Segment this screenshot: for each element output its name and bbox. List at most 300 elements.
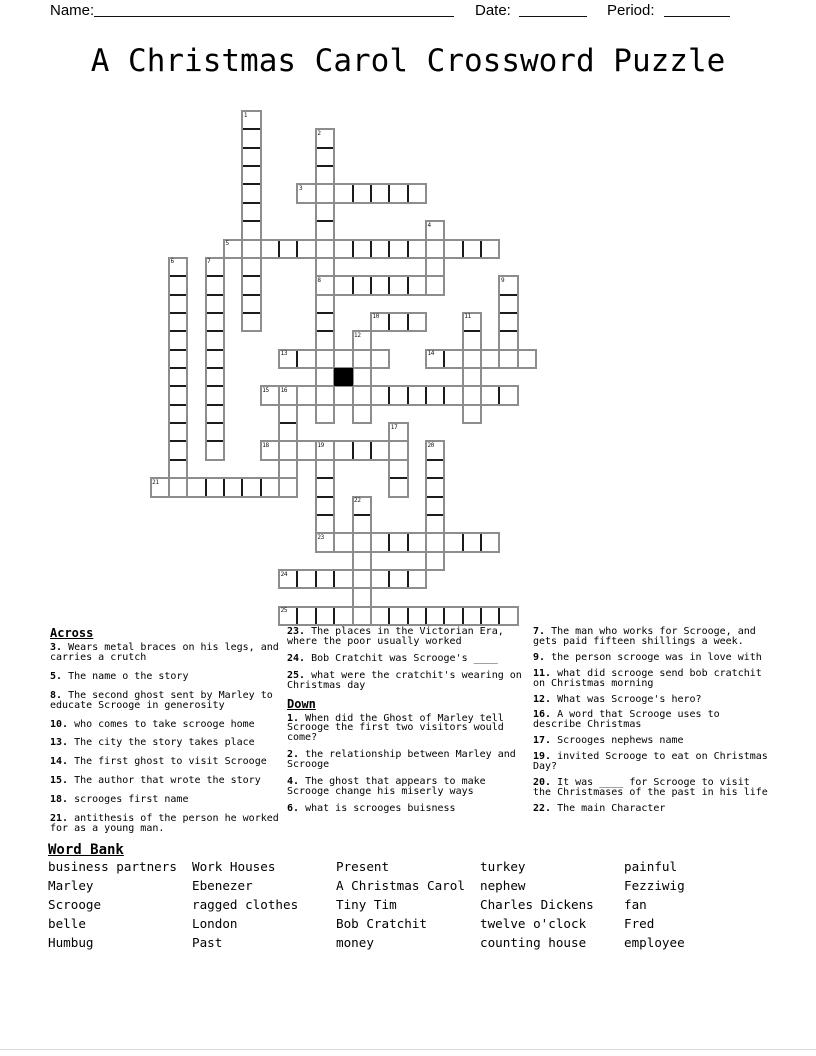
grid-cell [426, 221, 444, 239]
cell-number: 16 [280, 386, 288, 394]
clue: 21. antithesis of the person he worked for as a young man. [50, 813, 279, 834]
grid-cell [242, 184, 260, 202]
grid-cell [316, 203, 334, 221]
grid-cell [353, 368, 371, 386]
grid-cell [408, 184, 426, 202]
grid-cell [169, 258, 187, 276]
grid-cell [169, 350, 187, 368]
grid-cell [279, 405, 297, 423]
cell-number: 22 [354, 497, 361, 505]
clue-number: 13. [50, 737, 69, 749]
grid-cell [389, 607, 407, 625]
grid-cell [371, 276, 389, 294]
grid-cell [316, 570, 334, 588]
down-heading: Down [287, 696, 316, 711]
grid-cell [389, 386, 407, 404]
clues-column-middle [287, 627, 531, 821]
clue-number: 14. [50, 756, 69, 768]
word-bank-item: Present [336, 859, 390, 874]
cell-number: 19 [317, 441, 324, 449]
grid-cell [481, 350, 499, 368]
grid-cell [353, 441, 371, 459]
grid-cell [426, 533, 444, 551]
grid-cell [224, 478, 242, 496]
clue: 16. A word that Scrooge uses to describe Christmas [533, 709, 720, 731]
grid-cell [316, 295, 334, 313]
grid-cell [463, 405, 481, 423]
clue: 3. Wears metal braces on his legs, and carries a crutch [50, 642, 279, 663]
grid-cell [499, 607, 517, 625]
grid-cell [371, 570, 389, 588]
word-bank-item: money [336, 935, 374, 950]
word-bank-item: nephew [480, 878, 526, 893]
clue-number: 7. [533, 626, 546, 637]
grid-cell [206, 478, 224, 496]
grid-cell [389, 423, 407, 441]
grid-cell [481, 607, 499, 625]
grid-cell [206, 258, 224, 276]
grid-cell [261, 441, 279, 459]
clue: 24. Bob Cratchit was Scrooge's ____ [287, 652, 498, 664]
grid-cell [261, 386, 279, 404]
grid-cell [297, 240, 315, 258]
grid-cell [316, 331, 334, 349]
grid-cell [389, 240, 407, 258]
date-label: Date: [475, 2, 511, 19]
grid-cell [169, 368, 187, 386]
grid-cell [353, 607, 371, 625]
grid-cell [408, 570, 426, 588]
word-bank-item: Tiny Tim [336, 897, 397, 912]
grid-cell [151, 478, 169, 496]
grid-cell [297, 184, 315, 202]
word-bank-item: Scrooge [48, 897, 102, 912]
grid-cell [261, 240, 279, 258]
word-bank-item: Bob Cratchit [336, 916, 427, 931]
grid-cell [242, 129, 260, 147]
grid-cell [316, 129, 334, 147]
grid-cell [316, 533, 334, 551]
grid-cell [242, 276, 260, 294]
grid-cell [334, 570, 352, 588]
clue: 9. the person scrooge was in love with [533, 651, 762, 663]
grid-cell [316, 166, 334, 184]
grid-cell [463, 331, 481, 349]
clue-number: 15. [50, 775, 69, 787]
grid-cell [242, 258, 260, 276]
grid-cell [279, 441, 297, 459]
grid-cell [206, 368, 224, 386]
cell-number: 12 [354, 331, 361, 339]
period-blank-line [664, 2, 730, 17]
clues-column-right [533, 627, 770, 820]
black-cell [334, 368, 352, 386]
grid-cell [353, 350, 371, 368]
word-bank-item: employee [624, 935, 685, 950]
grid-cell [481, 386, 499, 404]
name-label: Name: [50, 2, 95, 19]
grid-cell [316, 350, 334, 368]
cell-number: 2 [317, 129, 321, 137]
grid-cell [481, 240, 499, 258]
grid-cell [279, 460, 297, 478]
grid-cell [481, 533, 499, 551]
grid-cell [499, 386, 517, 404]
grid-cell [463, 386, 481, 404]
grid-cell [279, 570, 297, 588]
grid-cell [297, 570, 315, 588]
grid-cell [426, 515, 444, 533]
grid-cell [242, 166, 260, 184]
grid-cell [169, 423, 187, 441]
grid-cell [316, 405, 334, 423]
grid-cell [426, 607, 444, 625]
grid-cell [206, 313, 224, 331]
clue-number: 20. [533, 776, 552, 788]
grid-cell [169, 405, 187, 423]
grid-cell [499, 295, 517, 313]
clue-number: 24. [287, 652, 306, 664]
grid-cell [444, 240, 462, 258]
grid-cell [353, 405, 371, 423]
grid-cell [353, 184, 371, 202]
grid-cell [316, 258, 334, 276]
grid-cell [242, 240, 260, 258]
grid-cell [334, 276, 352, 294]
grid-cell [444, 533, 462, 551]
grid-cell [463, 240, 481, 258]
word-bank-item: belle [48, 916, 86, 931]
name-blank-line [94, 2, 454, 17]
grid-cell [371, 313, 389, 331]
clue-number: 4. [287, 776, 300, 788]
clue: 19. invited Scrooge to eat on Christmas Day? [533, 751, 768, 773]
grid-cell [279, 386, 297, 404]
grid-cell [261, 478, 279, 496]
grid-cell [169, 460, 187, 478]
grid-cell [242, 295, 260, 313]
clue-number: 12. [533, 693, 552, 705]
page-edge-line [0, 1049, 816, 1050]
grid-cell [371, 184, 389, 202]
clue: 5. The name o the story [50, 670, 189, 682]
grid-cell [316, 478, 334, 496]
clue-number: 5. [50, 670, 63, 682]
cell-number: 24 [280, 570, 288, 578]
clue: 25. what were the cratchit's wearing on Christmas day [287, 669, 522, 691]
grid-cell [408, 533, 426, 551]
grid-cell [334, 533, 352, 551]
period-label: Period: [607, 2, 655, 19]
grid-cell [353, 515, 371, 533]
grid-cell [353, 240, 371, 258]
cell-number: 5 [225, 240, 229, 248]
clue-number: 10. [50, 718, 69, 730]
grid-cell [463, 350, 481, 368]
grid-cell [408, 313, 426, 331]
grid-cell [463, 607, 481, 625]
cell-number: 13 [280, 350, 288, 358]
cell-number: 9 [500, 276, 505, 284]
grid-cell [499, 350, 517, 368]
grid-cell [206, 295, 224, 313]
grid-cell [499, 313, 517, 331]
word-bank-item: Work Houses [192, 859, 276, 874]
word-bank-item: turkey [480, 859, 526, 874]
cell-number: 11 [464, 313, 471, 321]
clue: 11. what did scrooge send bob cratchit on Christmas morning [533, 667, 762, 689]
grid-cell [297, 607, 315, 625]
clue-number: 8. [50, 689, 63, 701]
grid-cell [242, 148, 260, 166]
grid-cell [169, 276, 187, 294]
clue-number: 2. [287, 749, 300, 761]
clue: 10. who comes to take scrooge home [50, 718, 255, 730]
grid-cell [371, 441, 389, 459]
clue: 12. What was Scrooge's hero? [533, 693, 702, 705]
grid-cell [334, 386, 352, 404]
grid-cell [353, 588, 371, 606]
clue: 15. The author that wrote the story [50, 775, 261, 787]
grid-cell [316, 184, 334, 202]
word-bank-column [480, 857, 594, 952]
grid-cell [426, 478, 444, 496]
clue-number: 3. [50, 642, 63, 653]
grid-cell [242, 203, 260, 221]
word-bank-item: business partners [48, 859, 177, 874]
grid-cell [242, 221, 260, 239]
grid-cell [371, 350, 389, 368]
grid-cell [499, 276, 517, 294]
clue: 1. When did the Ghost of Marley tell Scrooge the first two visitors would come? [287, 712, 504, 744]
clue: 6. what is scrooges buisness [287, 802, 456, 814]
grid-cell [389, 478, 407, 496]
grid-cell [242, 478, 260, 496]
grid-cell [316, 460, 334, 478]
grid-cell [279, 240, 297, 258]
word-bank-item: Fred [624, 916, 655, 931]
word-bank-item: painful [624, 859, 678, 874]
grid-cell [206, 331, 224, 349]
grid-cell [316, 607, 334, 625]
grid-cell [334, 184, 352, 202]
clue: 7. The man who works for Scrooge, and gets paid fifteen shillings a week. [533, 626, 756, 647]
grid-cell [169, 331, 187, 349]
cell-number: 15 [262, 386, 269, 394]
grid-cell [444, 607, 462, 625]
grid-cell [242, 111, 260, 129]
cell-number: 20 [427, 441, 435, 449]
clue-number: 11. [533, 667, 552, 679]
grid-cell [279, 423, 297, 441]
cell-number: 7 [207, 258, 211, 266]
grid-cell [316, 386, 334, 404]
grid-cell [463, 533, 481, 551]
grid-cell [316, 515, 334, 533]
clue-number: 16. [533, 709, 552, 721]
grid-cell [426, 258, 444, 276]
clue-number: 6. [287, 802, 300, 814]
grid-cell [316, 441, 334, 459]
grid-cell [316, 148, 334, 166]
word-bank-item: fan [624, 897, 647, 912]
grid-cell [187, 478, 205, 496]
word-bank-item: Past [192, 935, 223, 950]
grid-cell [297, 350, 315, 368]
grid-cell [334, 441, 352, 459]
clue: 4. The ghost that appears to make Scrooge change his miserly ways [287, 776, 486, 797]
grid-cell [463, 368, 481, 386]
grid-cell [426, 350, 444, 368]
grid-cell [389, 313, 407, 331]
grid-cell [353, 570, 371, 588]
cell-number: 4 [427, 221, 431, 229]
clue-number: 18. [50, 794, 69, 806]
grid-cell [371, 240, 389, 258]
grid-cell [371, 533, 389, 551]
grid-cell [316, 497, 334, 515]
grid-cell [353, 331, 371, 349]
grid-cell [169, 478, 187, 496]
cell-number: 18 [262, 441, 269, 449]
grid-cell [389, 184, 407, 202]
word-bank-item: Humbug [48, 935, 94, 950]
grid-cell [518, 350, 536, 368]
grid-cell [169, 295, 187, 313]
grid-cell [206, 350, 224, 368]
grid-cell [408, 240, 426, 258]
word-bank-item: Ebenezer [192, 878, 253, 893]
grid-cell [334, 607, 352, 625]
grid-cell [224, 240, 242, 258]
grid-cell [316, 313, 334, 331]
grid-cell [463, 313, 481, 331]
grid-cell [444, 350, 462, 368]
clue-number: 22. [533, 802, 552, 814]
clue: 17. Scrooges nephews name [533, 735, 684, 747]
word-bank-item: twelve o'clock [480, 916, 587, 931]
grid-cell [206, 276, 224, 294]
cell-number: 14 [427, 350, 435, 358]
word-bank-column [192, 857, 298, 952]
grid-cell [444, 386, 462, 404]
clue: 23. The places in the Victorian Era, where the poor usually worked [287, 626, 504, 647]
grid-cell [334, 350, 352, 368]
cell-number: 23 [317, 533, 324, 541]
grid-cell [297, 386, 315, 404]
across-heading: Across [50, 626, 94, 640]
grid-cell [371, 386, 389, 404]
grid-cell [334, 240, 352, 258]
word-bank-item: Marley [48, 878, 94, 893]
clue-number: 21. [50, 813, 69, 825]
clue: 22. The main Character [533, 802, 666, 814]
word-bank-column [624, 857, 685, 952]
clue-number: 9. [533, 651, 546, 663]
grid-cell [316, 240, 334, 258]
cell-number: 8 [317, 276, 321, 284]
word-bank-item: Fezziwig [624, 878, 685, 893]
cell-number: 17 [390, 423, 398, 431]
word-bank-item: counting house [480, 935, 587, 950]
grid-cell [206, 423, 224, 441]
clue: 20. It was ____ for Scrooge to visit the Christmases of the past in his life [533, 776, 768, 798]
word-bank-column [336, 857, 465, 952]
grid-cell [499, 331, 517, 349]
clue: 18. scrooges first name [50, 794, 189, 806]
grid-cell [389, 533, 407, 551]
word-bank-heading: Word Bank [48, 842, 124, 858]
grid-cell [426, 497, 444, 515]
grid-cell [353, 386, 371, 404]
grid-cell [426, 460, 444, 478]
grid-cell [169, 313, 187, 331]
clue: 14. The first ghost to visit Scrooge [50, 756, 267, 768]
cell-number: 21 [152, 478, 159, 486]
grid-cell [206, 441, 224, 459]
cell-number: 25 [280, 607, 288, 615]
grid-cell [389, 276, 407, 294]
date-blank-line [519, 2, 587, 17]
word-bank-item: London [192, 916, 238, 931]
grid-cell [279, 607, 297, 625]
grid-cell [389, 441, 407, 459]
clue-number: 17. [533, 735, 552, 747]
clue: 8. The second ghost sent by Marley to educate Scrooge in generosity [50, 689, 273, 711]
grid-cell [353, 497, 371, 515]
clue: 13. The city the story takes place [50, 737, 255, 749]
grid-cell [426, 386, 444, 404]
grid-cell [408, 386, 426, 404]
cell-number: 10 [372, 313, 380, 321]
clue-number: 1. [287, 712, 300, 724]
grid-cell [408, 276, 426, 294]
grid-cell [371, 607, 389, 625]
grid-cell [353, 533, 371, 551]
grid-cell [206, 405, 224, 423]
grid-cell [279, 350, 297, 368]
grid-cell [169, 386, 187, 404]
page-title: A Christmas Carol Crossword Puzzle [90, 43, 726, 79]
grid-cell [389, 460, 407, 478]
grid-cell [169, 441, 187, 459]
clue: 2. the relationship between Marley and Scrooge [287, 749, 516, 771]
cell-number: 3 [298, 184, 303, 192]
grid-cell [426, 441, 444, 459]
grid-cell [316, 221, 334, 239]
grid-cell [242, 313, 260, 331]
grid-cell [316, 368, 334, 386]
grid-cell [389, 570, 407, 588]
grid-cell [316, 276, 334, 294]
grid-cell [279, 478, 297, 496]
word-bank-column [48, 857, 177, 952]
grid-cell [426, 276, 444, 294]
grid-cell [206, 386, 224, 404]
clues-column-left [50, 627, 287, 843]
grid-cell [426, 240, 444, 258]
clue-number: 19. [533, 751, 552, 763]
word-bank-item: ragged clothes [192, 897, 299, 912]
clue-number: 25. [287, 669, 306, 681]
grid-cell [353, 552, 371, 570]
grid-cell [353, 276, 371, 294]
clue-number: 23. [287, 626, 306, 637]
grid-cell [426, 552, 444, 570]
grid-cell [408, 607, 426, 625]
cell-number: 6 [170, 258, 174, 266]
word-bank-item: A Christmas Carol [336, 878, 465, 893]
